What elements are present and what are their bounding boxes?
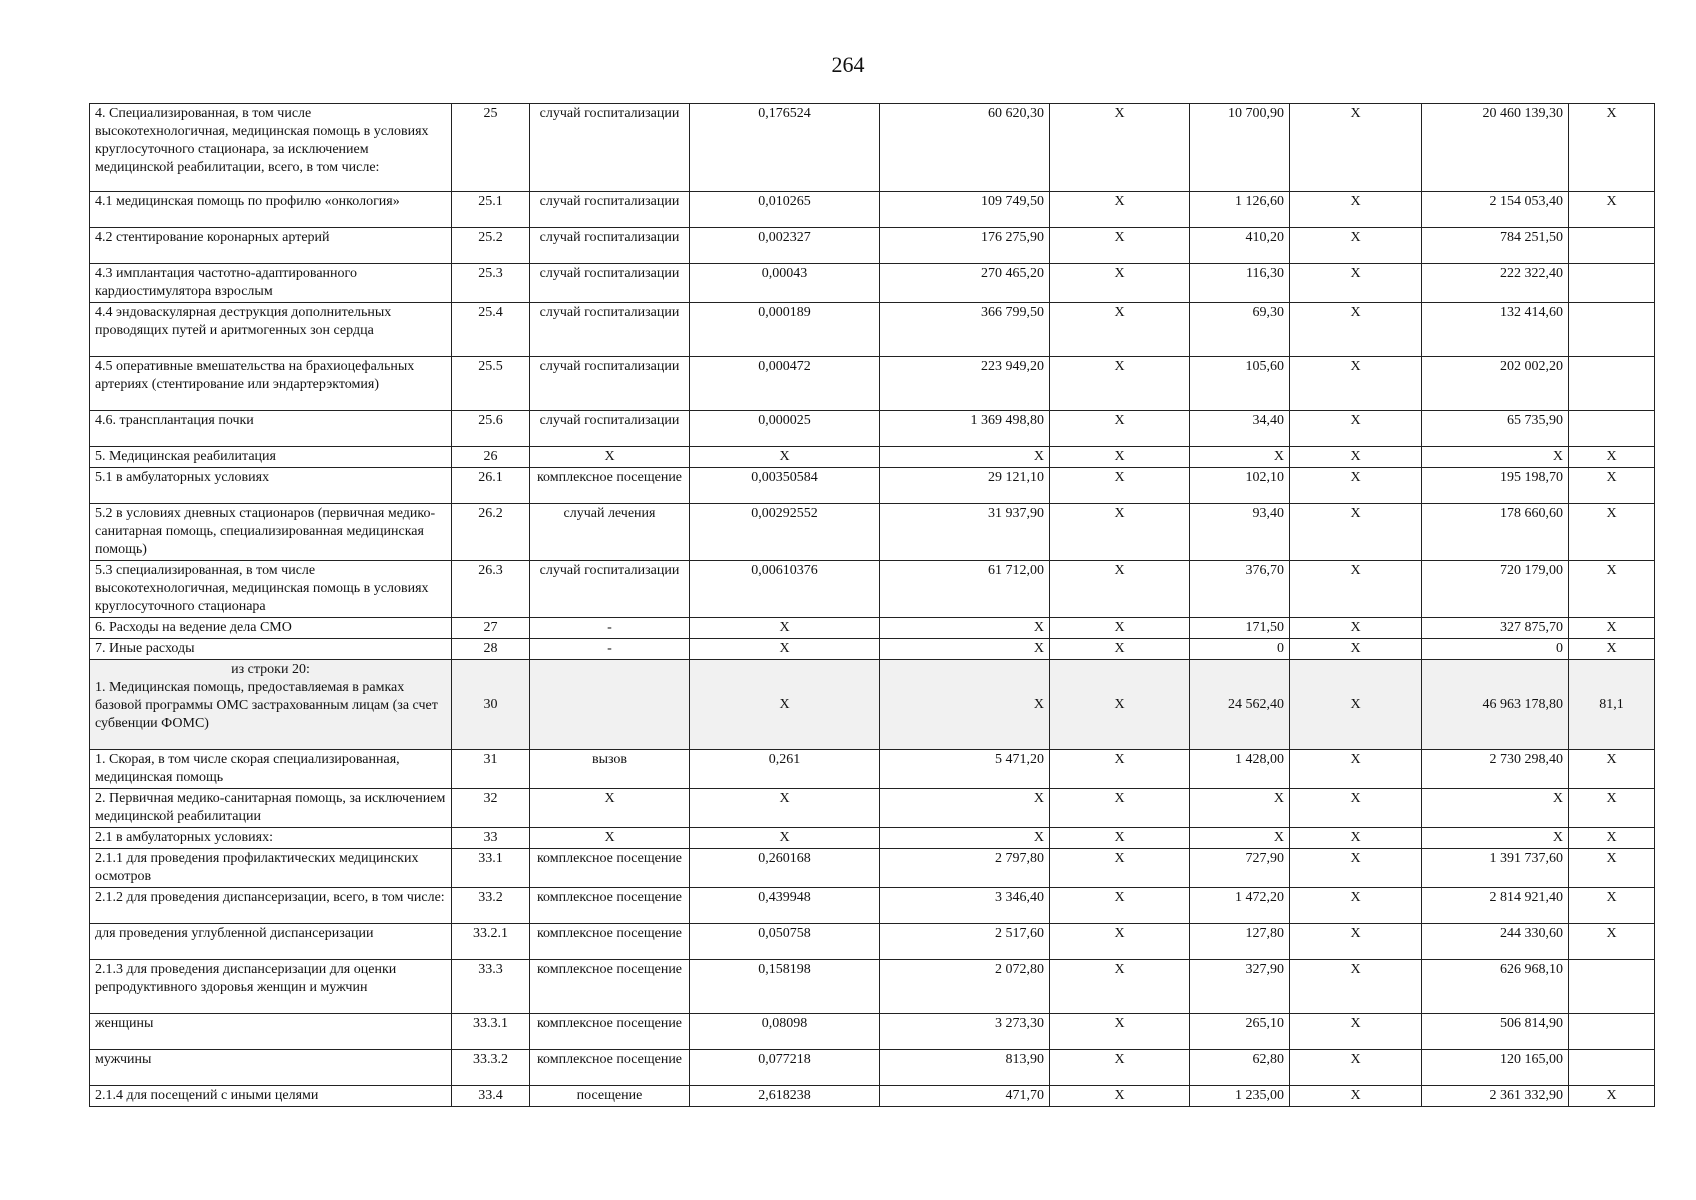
cell-line: 33.4 [452, 1086, 530, 1107]
cell-norm: 0,077218 [690, 1050, 880, 1086]
cell-name: 2.1.2 для проведения диспансеризации, всего, в том числе: [90, 888, 452, 924]
cell-c10 [1569, 264, 1655, 303]
cell-unit: случай госпитализации [530, 303, 690, 357]
table-row [90, 447, 1655, 468]
cell-name: 6. Расходы на ведение дела СМО [90, 618, 452, 639]
cell-c8: X [1290, 561, 1422, 618]
cell-c6: X [1050, 357, 1190, 411]
cell-cost: 5 471,20 [880, 750, 1050, 789]
cell-norm: 0,176524 [690, 104, 880, 192]
cell-name: 2.1.4 для посещений с иными целями [90, 1086, 452, 1107]
cell-name: мужчины [90, 1050, 452, 1086]
table-row [90, 357, 1655, 411]
cell-c7: 1 472,20 [1190, 888, 1290, 924]
cell-c6: X [1050, 1050, 1190, 1086]
cell-c7: 10 700,90 [1190, 104, 1290, 192]
cell-c10: X [1569, 924, 1655, 960]
table-row [90, 924, 1655, 960]
cell-c8: X [1290, 789, 1422, 828]
cell-c9: 506 814,90 [1422, 1014, 1569, 1050]
cell-line: 26.1 [452, 468, 530, 504]
cell-name: 4.1 медицинская помощь по профилю «онкология» [90, 192, 452, 228]
cell-c6: X [1050, 960, 1190, 1014]
cell-c10: X [1569, 888, 1655, 924]
table-row [90, 750, 1655, 789]
cell-c8: X [1290, 264, 1422, 303]
cell-c7: 265,10 [1190, 1014, 1290, 1050]
cell-c6: X [1050, 1014, 1190, 1050]
cell-name: 4.2 стентирование коронарных артерий [90, 228, 452, 264]
cell-line: 27 [452, 618, 530, 639]
table-row [90, 828, 1655, 849]
cell-c7: 1 126,60 [1190, 192, 1290, 228]
cell-unit: - [530, 639, 690, 660]
cell-name: 4.4 эндоваскулярная деструкция дополнительных проводящих путей и аритмогенных зон сердца [90, 303, 452, 357]
cell-line: 28 [452, 639, 530, 660]
cell-unit: комплексное посещение [530, 1014, 690, 1050]
cell-c7: 0 [1190, 639, 1290, 660]
cell-norm: X [690, 639, 880, 660]
cell-norm: 0,00043 [690, 264, 880, 303]
cell-name: 5.1 в амбулаторных условиях [90, 468, 452, 504]
cell-unit: случай госпитализации [530, 561, 690, 618]
cell-line: 25 [452, 104, 530, 192]
cell-c9: 244 330,60 [1422, 924, 1569, 960]
cell-c8: X [1290, 468, 1422, 504]
cell-unit: комплексное посещение [530, 1050, 690, 1086]
cell-c8: X [1290, 504, 1422, 561]
cell-name: женщины [90, 1014, 452, 1050]
row-label: 1. Медицинская помощь, предоставляемая в рамках базовой программы ОМС застрахованным лицам (за счет субвенции ФОМС) [95, 680, 438, 731]
cell-c7: 727,90 [1190, 849, 1290, 888]
cell-unit: случай лечения [530, 504, 690, 561]
cell-norm: 0,00292552 [690, 504, 880, 561]
cell-c7: 34,40 [1190, 411, 1290, 447]
cell-c7: 1 428,00 [1190, 750, 1290, 789]
table-row [90, 1086, 1655, 1107]
cell-c10: X [1569, 639, 1655, 660]
table-row [90, 411, 1655, 447]
cell-name: 2.1 в амбулаторных условиях: [90, 828, 452, 849]
table-row [90, 228, 1655, 264]
cell-c10 [1569, 357, 1655, 411]
cell-c6: X [1050, 104, 1190, 192]
cell-norm: 0,000189 [690, 303, 880, 357]
cell-c10: X [1569, 789, 1655, 828]
cell-c9: 720 179,00 [1422, 561, 1569, 618]
cell-c6: X [1050, 618, 1190, 639]
cell-norm: X [690, 789, 880, 828]
cell-c6: X [1050, 849, 1190, 888]
cell-c8: X [1290, 357, 1422, 411]
cell-c8: X [1290, 228, 1422, 264]
table-row [90, 639, 1655, 660]
cell-c9: 2 361 332,90 [1422, 1086, 1569, 1107]
table-body [90, 104, 1655, 1107]
cell-c8: X [1290, 888, 1422, 924]
cell-cost: 2 072,80 [880, 960, 1050, 1014]
cell-c7: 116,30 [1190, 264, 1290, 303]
cell-norm: 0,000025 [690, 411, 880, 447]
cell-c10: X [1569, 828, 1655, 849]
cell-line: 33.3.2 [452, 1050, 530, 1086]
cell-c10: X [1569, 1086, 1655, 1107]
table-row [90, 789, 1655, 828]
table-row [90, 264, 1655, 303]
cell-norm: X [690, 660, 880, 750]
cell-c7: X [1190, 447, 1290, 468]
cell-c6: X [1050, 192, 1190, 228]
cell-cost: 176 275,90 [880, 228, 1050, 264]
cell-line: 26.3 [452, 561, 530, 618]
cell-c9: X [1422, 447, 1569, 468]
cell-c7: 1 235,00 [1190, 1086, 1290, 1107]
cell-name: 4.6. трансплантация почки [90, 411, 452, 447]
cell-unit: случай госпитализации [530, 104, 690, 192]
cell-line: 31 [452, 750, 530, 789]
table-row [90, 504, 1655, 561]
table-row [90, 303, 1655, 357]
cell-line: 33.2 [452, 888, 530, 924]
cell-c7: X [1190, 828, 1290, 849]
cell-unit: комплексное посещение [530, 924, 690, 960]
cell-c7: 327,90 [1190, 960, 1290, 1014]
cell-cost: X [880, 789, 1050, 828]
cell-c9: 2 814 921,40 [1422, 888, 1569, 924]
cell-norm: 0,439948 [690, 888, 880, 924]
cell-name: 7. Иные расходы [90, 639, 452, 660]
cell-c9: X [1422, 789, 1569, 828]
cell-line: 25.6 [452, 411, 530, 447]
cell-line: 25.5 [452, 357, 530, 411]
cell-c6: X [1050, 639, 1190, 660]
cell-norm: 0,050758 [690, 924, 880, 960]
cell-name: для проведения углубленной диспансеризации [90, 924, 452, 960]
cell-c8: X [1290, 660, 1422, 750]
cell-c8: X [1290, 1050, 1422, 1086]
cell-c7: 105,60 [1190, 357, 1290, 411]
cell-c10: X [1569, 504, 1655, 561]
cell-cost: 61 712,00 [880, 561, 1050, 618]
cell-c6: X [1050, 660, 1190, 750]
cell-c9: 0 [1422, 639, 1569, 660]
cell-cost: 29 121,10 [880, 468, 1050, 504]
cell-norm: 0,08098 [690, 1014, 880, 1050]
table-row [90, 1050, 1655, 1086]
cell-c9: 222 322,40 [1422, 264, 1569, 303]
table-row [90, 561, 1655, 618]
cell-c10 [1569, 411, 1655, 447]
cell-c6: X [1050, 828, 1190, 849]
cell-cost: 3 273,30 [880, 1014, 1050, 1050]
cell-c6: X [1050, 303, 1190, 357]
cell-unit: - [530, 618, 690, 639]
cell-c9: 20 460 139,30 [1422, 104, 1569, 192]
cell-line: 25.1 [452, 192, 530, 228]
cell-c10: X [1569, 447, 1655, 468]
cell-c8: X [1290, 1086, 1422, 1107]
cell-cost: X [880, 660, 1050, 750]
cell-name: 4.5 оперативные вмешательства на брахиоцефальных артериях (стентирование или эндартерэктомия) [90, 357, 452, 411]
cell-c10 [1569, 1050, 1655, 1086]
cell-c10: X [1569, 192, 1655, 228]
cell-c9: 120 165,00 [1422, 1050, 1569, 1086]
cell-c8: X [1290, 104, 1422, 192]
cell-c8: X [1290, 447, 1422, 468]
cell-c7: 62,80 [1190, 1050, 1290, 1086]
section-note: из строки 20: [231, 662, 310, 677]
cell-name [90, 660, 452, 750]
cell-c10 [1569, 303, 1655, 357]
cell-line: 25.3 [452, 264, 530, 303]
cell-c7: 102,10 [1190, 468, 1290, 504]
cell-cost: 2 517,60 [880, 924, 1050, 960]
cell-c6: X [1050, 924, 1190, 960]
cell-c6: X [1050, 264, 1190, 303]
cell-c8: X [1290, 1014, 1422, 1050]
table-row [90, 888, 1655, 924]
cell-c10: X [1569, 618, 1655, 639]
cell-c9: 195 198,70 [1422, 468, 1569, 504]
cell-unit: случай госпитализации [530, 228, 690, 264]
cell-name: 1. Скорая, в том числе скорая специализированная, медицинская помощь [90, 750, 452, 789]
cell-c10: X [1569, 104, 1655, 192]
table-row [90, 192, 1655, 228]
cell-cost: 109 749,50 [880, 192, 1050, 228]
cell-c7: 69,30 [1190, 303, 1290, 357]
cell-unit: X [530, 828, 690, 849]
cell-c10: X [1569, 561, 1655, 618]
cell-c6: X [1050, 468, 1190, 504]
table-row [90, 468, 1655, 504]
cell-c8: X [1290, 750, 1422, 789]
cell-norm: X [690, 447, 880, 468]
cell-c8: X [1290, 849, 1422, 888]
table-row [90, 618, 1655, 639]
cell-unit: случай госпитализации [530, 264, 690, 303]
cell-norm: 0,010265 [690, 192, 880, 228]
cell-norm: X [690, 828, 880, 849]
cell-unit: X [530, 447, 690, 468]
cell-c6: X [1050, 228, 1190, 264]
cell-c10: X [1569, 849, 1655, 888]
cell-c8: X [1290, 828, 1422, 849]
cell-cost: 471,70 [880, 1086, 1050, 1107]
cell-c9: 327 875,70 [1422, 618, 1569, 639]
table-row [90, 104, 1655, 192]
cell-c7: 171,50 [1190, 618, 1290, 639]
cell-unit: случай госпитализации [530, 192, 690, 228]
cell-cost: 270 465,20 [880, 264, 1050, 303]
cell-c10 [1569, 1014, 1655, 1050]
cell-c9: 178 660,60 [1422, 504, 1569, 561]
cell-c10 [1569, 228, 1655, 264]
cell-line: 32 [452, 789, 530, 828]
cell-c6: X [1050, 411, 1190, 447]
cell-unit: X [530, 789, 690, 828]
cell-c9: 202 002,20 [1422, 357, 1569, 411]
cell-c10 [1569, 960, 1655, 1014]
cell-name: 2.1.3 для проведения диспансеризации для оценки репродуктивного здоровья женщин и мужчин [90, 960, 452, 1014]
cell-c8: X [1290, 960, 1422, 1014]
cell-line: 26 [452, 447, 530, 468]
cell-cost: X [880, 828, 1050, 849]
cell-cost: 366 799,50 [880, 303, 1050, 357]
cell-norm: 0,158198 [690, 960, 880, 1014]
cell-c6: X [1050, 561, 1190, 618]
cell-norm: X [690, 618, 880, 639]
cell-c9: X [1422, 828, 1569, 849]
cell-cost: 1 369 498,80 [880, 411, 1050, 447]
cell-c6: X [1050, 1086, 1190, 1107]
cell-unit: посещение [530, 1086, 690, 1107]
cell-c8: X [1290, 924, 1422, 960]
cell-cost: 60 620,30 [880, 104, 1050, 192]
cell-unit: комплексное посещение [530, 960, 690, 1014]
norms-table [89, 103, 1655, 1107]
table-row [90, 1014, 1655, 1050]
cell-line: 33.3.1 [452, 1014, 530, 1050]
cell-c10: X [1569, 468, 1655, 504]
cell-name: 5. Медицинская реабилитация [90, 447, 452, 468]
cell-c8: X [1290, 411, 1422, 447]
cell-line: 26.2 [452, 504, 530, 561]
cell-c7: 410,20 [1190, 228, 1290, 264]
cell-c9: 132 414,60 [1422, 303, 1569, 357]
cell-line: 33.1 [452, 849, 530, 888]
cell-cost: 2 797,80 [880, 849, 1050, 888]
cell-line: 33 [452, 828, 530, 849]
cell-c10: 81,1 [1569, 660, 1655, 750]
cell-name: 5.3 специализированная, в том числе высокотехнологичная, медицинская помощь в условиях круглосуточного стационара [90, 561, 452, 618]
cell-c6: X [1050, 447, 1190, 468]
cell-norm: 0,00350584 [690, 468, 880, 504]
cell-c7: 376,70 [1190, 561, 1290, 618]
cell-name: 4. Специализированная, в том числе высокотехнологичная, медицинская помощь в условиях круглосуточного стационара, за исключением медицинской реабилитации, всего, в том числе: [90, 104, 452, 192]
cell-cost: 31 937,90 [880, 504, 1050, 561]
cell-cost: X [880, 618, 1050, 639]
cell-c6: X [1050, 789, 1190, 828]
cell-unit [530, 660, 690, 750]
cell-c9: 2 730 298,40 [1422, 750, 1569, 789]
page-number: 264 [831, 52, 865, 77]
cell-c9: 1 391 737,60 [1422, 849, 1569, 888]
cell-norm: 0,260168 [690, 849, 880, 888]
cell-cost: 813,90 [880, 1050, 1050, 1086]
cell-c8: X [1290, 618, 1422, 639]
cell-unit: случай госпитализации [530, 411, 690, 447]
cell-cost: 223 949,20 [880, 357, 1050, 411]
cell-line: 25.2 [452, 228, 530, 264]
cell-name: 5.2 в условиях дневных стационаров (первичная медико-санитарная помощь, специализированная медицинская помощь) [90, 504, 452, 561]
cell-line: 33.2.1 [452, 924, 530, 960]
cell-unit: случай госпитализации [530, 357, 690, 411]
cell-norm: 0,00610376 [690, 561, 880, 618]
table-row [90, 849, 1655, 888]
cell-norm: 0,002327 [690, 228, 880, 264]
cell-line: 33.3 [452, 960, 530, 1014]
cell-name: 2.1.1 для проведения профилактических медицинских осмотров [90, 849, 452, 888]
cell-norm: 0,261 [690, 750, 880, 789]
cell-c7: 24 562,40 [1190, 660, 1290, 750]
cell-unit: комплексное посещение [530, 468, 690, 504]
cell-name: 2. Первичная медико-санитарная помощь, за исключением медицинской реабилитации [90, 789, 452, 828]
cell-cost: 3 346,40 [880, 888, 1050, 924]
cell-c8: X [1290, 192, 1422, 228]
cell-norm: 2,618238 [690, 1086, 880, 1107]
cell-line: 30 [452, 660, 530, 750]
cell-cost: X [880, 639, 1050, 660]
cell-c8: X [1290, 303, 1422, 357]
cell-c9: 46 963 178,80 [1422, 660, 1569, 750]
cell-norm: 0,000472 [690, 357, 880, 411]
cell-c7: X [1190, 789, 1290, 828]
cell-c9: 2 154 053,40 [1422, 192, 1569, 228]
cell-c7: 127,80 [1190, 924, 1290, 960]
table-row [90, 660, 1655, 750]
cell-name: 4.3 имплантация частотно-адаптированного кардиостимулятора взрослым [90, 264, 452, 303]
cell-c6: X [1050, 504, 1190, 561]
cell-c9: 784 251,50 [1422, 228, 1569, 264]
cell-c9: 65 735,90 [1422, 411, 1569, 447]
cell-c7: 93,40 [1190, 504, 1290, 561]
cell-cost: X [880, 447, 1050, 468]
cell-c9: 626 968,10 [1422, 960, 1569, 1014]
cell-c8: X [1290, 639, 1422, 660]
cell-unit: комплексное посещение [530, 888, 690, 924]
cell-c6: X [1050, 750, 1190, 789]
cell-c10: X [1569, 750, 1655, 789]
table-row [90, 960, 1655, 1014]
cell-unit: комплексное посещение [530, 849, 690, 888]
cell-line: 25.4 [452, 303, 530, 357]
cell-unit: вызов [530, 750, 690, 789]
cell-c6: X [1050, 888, 1190, 924]
